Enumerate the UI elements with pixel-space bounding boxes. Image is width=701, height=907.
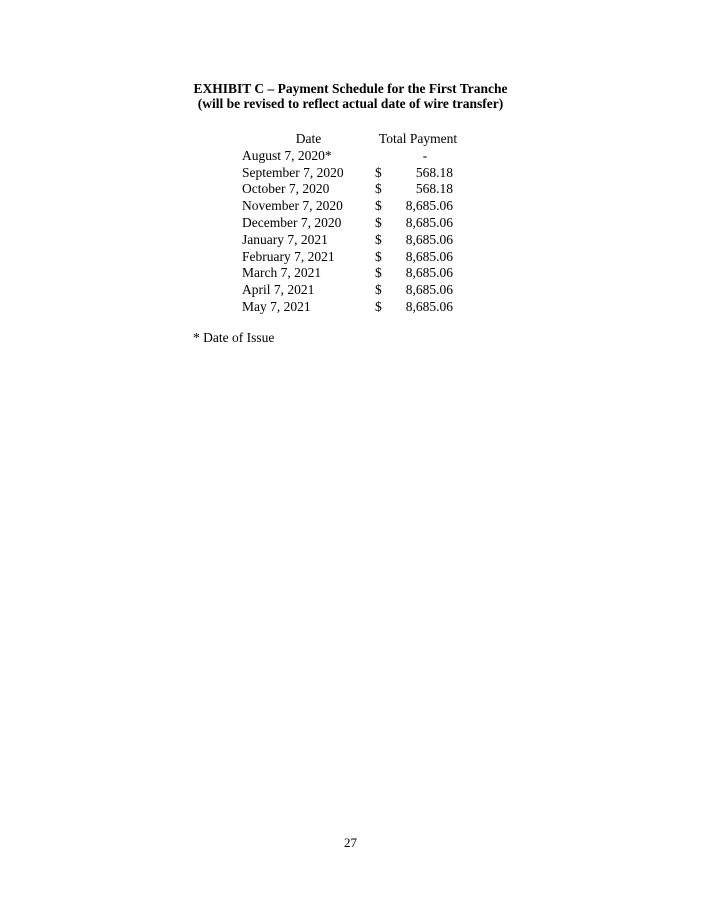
date-cell: March 7, 2021 xyxy=(242,265,322,281)
currency-cell: $ xyxy=(375,282,382,298)
amount-cell: 8,685.06 xyxy=(405,298,453,314)
footnote-date-of-issue: * Date of Issue xyxy=(193,330,275,345)
column-header-date: Date xyxy=(295,131,322,146)
currency-cell: $ xyxy=(375,181,382,197)
date-cell: February 7, 2021 xyxy=(242,248,335,264)
currency-cell: $ xyxy=(375,214,382,230)
date-cell: April 7, 2021 xyxy=(242,282,315,298)
currency-cell: $ xyxy=(375,198,382,214)
amount-cell: 8,685.06 xyxy=(405,265,453,281)
date-cell: September 7, 2020 xyxy=(242,164,344,180)
amount-cell: 568.18 xyxy=(415,181,453,197)
column-header-total-payment: Total Payment xyxy=(378,131,458,146)
date-cell: November 7, 2020 xyxy=(242,198,343,214)
currency-cell: $ xyxy=(375,298,382,314)
currency-cell: $ xyxy=(375,164,382,180)
date-cell: May 7, 2021 xyxy=(242,298,311,314)
payment-schedule-table xyxy=(242,131,458,316)
amount-cell: 568.18 xyxy=(415,164,453,180)
date-cell: January 7, 2021 xyxy=(242,231,328,247)
exhibit-title-line2: (will be revised to reflect actual date of wire transfer) xyxy=(197,96,504,111)
currency-cell: $ xyxy=(375,231,382,247)
exhibit-title-line1: EXHIBIT C – Payment Schedule for the First Tranche xyxy=(193,81,508,96)
date-cell: August 7, 2020* xyxy=(242,147,332,163)
currency-cell: $ xyxy=(375,265,382,281)
amount-cell: 8,685.06 xyxy=(405,214,453,230)
amount-cell: 8,685.06 xyxy=(405,282,453,298)
currency-cell: $ xyxy=(375,248,382,264)
amount-cell: 8,685.06 xyxy=(405,248,453,264)
exhibit-title xyxy=(0,81,701,111)
date-cell: December 7, 2020 xyxy=(242,214,342,230)
page-number: 27 xyxy=(344,835,357,850)
amount-cell: 8,685.06 xyxy=(405,198,453,214)
amount-cell: - xyxy=(422,147,428,163)
amount-cell: 8,685.06 xyxy=(405,231,453,247)
currency-cell xyxy=(375,148,397,165)
date-cell: October 7, 2020 xyxy=(242,181,330,197)
